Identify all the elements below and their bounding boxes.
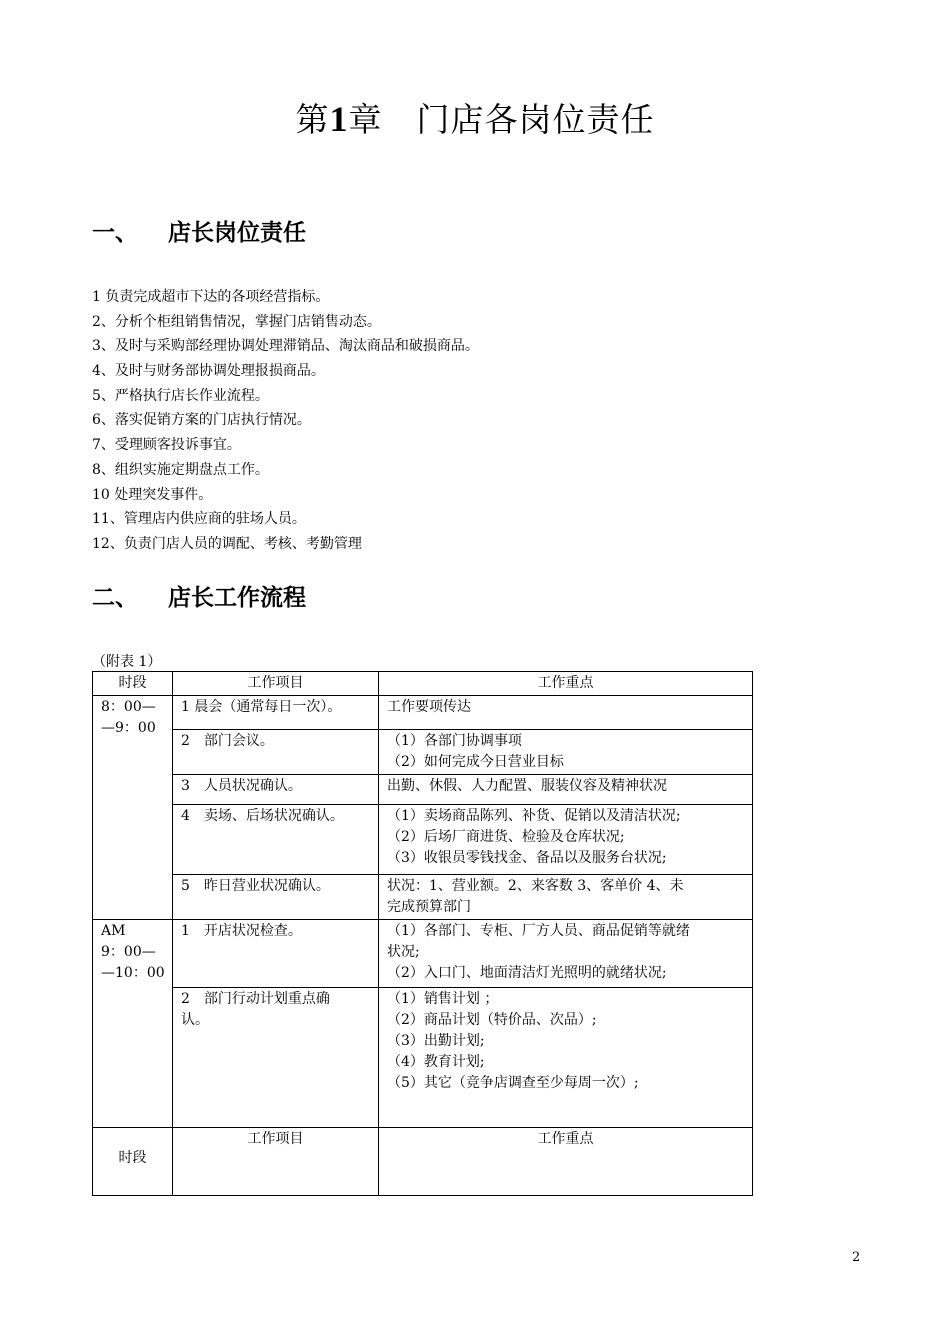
point-line: 完成预算部门 (387, 899, 471, 915)
table-row (93, 920, 753, 988)
points-cell (379, 875, 753, 920)
page-number: 2 (852, 1250, 861, 1265)
point-line: （2）商品计划（特价品、次品）; (387, 1012, 597, 1028)
section-heading-1: 一、 店长岗位责任 (92, 220, 306, 246)
table-caption: （附表 1） (92, 654, 162, 670)
point-line: （2）如何完成今日营业目标 (387, 754, 564, 770)
duty-list (92, 285, 479, 557)
table-row (93, 805, 753, 875)
table-row (93, 875, 753, 920)
period-cell (93, 696, 173, 920)
list-item: 5、严格执行店长作业流程。 (92, 387, 269, 404)
list-item: 10 处理突发事件。 (92, 486, 213, 503)
period-line: 8：00— (101, 699, 156, 715)
list-item: 7、受理顾客投诉事宜。 (92, 437, 241, 454)
item-cell: 1 开店状况检查。 (173, 920, 379, 988)
table-footer-row (93, 1128, 753, 1196)
footer-points: 工作重点 (379, 1128, 753, 1196)
point-line: （1）卖场商品陈列、补货、促销以及清洁状况; (387, 808, 681, 824)
item-cell: 3 人员状况确认。 (173, 775, 379, 805)
list-item: 3、及时与采购部经理协调处理滞销品、淘汰商品和破损商品。 (92, 338, 479, 355)
item-cell (173, 988, 379, 1128)
footer-item: 工作项目 (173, 1128, 379, 1196)
list-item: 12、负责门店人员的调配、考核、考勤管理 (92, 535, 362, 552)
point-line: （2）后场厂商进货、检验及仓库状况; (387, 829, 625, 845)
list-item: 1 负责完成超市下达的各项经营指标。 (92, 289, 330, 305)
table-row (93, 988, 753, 1128)
item-cell: 4 卖场、后场状况确认。 (173, 805, 379, 875)
points-cell (379, 805, 753, 875)
points-cell (379, 920, 753, 988)
point-line: （2）入口门、地面清洁灯光照明的就绪状况; (387, 965, 667, 981)
list-item: 2、分析个柜组销售情况，掌握门店销售动态。 (92, 313, 381, 330)
list-item: 6、落实促销方案的门店执行情况。 (92, 412, 311, 429)
table-row (93, 730, 753, 775)
table-row (93, 775, 753, 805)
item-cell: 2 部门会议。 (173, 730, 379, 775)
point-line: （1）各部门协调事项 (387, 733, 522, 749)
item-cell: 5 昨日营业状况确认。 (173, 875, 379, 920)
point-line: （1）各部门、专柜、厂方人员、商品促销等就绪 (387, 923, 690, 939)
period-line: —9：00 (101, 720, 156, 736)
header-points: 工作重点 (379, 672, 753, 696)
period-line: 9：00— (101, 944, 156, 960)
period-cell (93, 920, 173, 1128)
item-cell: 1 晨会（通常每日一次）。 (173, 696, 379, 730)
point-line: （4）教育计划; (387, 1054, 485, 1070)
table-row (93, 696, 753, 730)
footer-period: 时段 (93, 1128, 173, 1196)
point-line: 状况; (387, 944, 420, 960)
section-heading-2: 二、 店长工作流程 (92, 585, 306, 611)
point-line: 状况：1、营业额。2、来客数 3、客单价 4、未 (387, 878, 684, 894)
list-item: 11、管理店内供应商的驻场人员。 (92, 511, 306, 528)
period-line: AM (101, 923, 126, 939)
workflow-table (92, 671, 753, 1196)
points-cell: 出勤、休假、人力配置、服装仪容及精神状况 (379, 775, 753, 805)
item-line: 认。 (181, 1012, 209, 1028)
item-line: 2 部门行动计划重点确 (181, 991, 330, 1007)
points-cell (379, 988, 753, 1128)
point-line: （5）其它（竞争店调查至少每周一次）; (387, 1075, 639, 1091)
header-item: 工作项目 (173, 672, 379, 696)
list-item: 4、及时与财务部协调处理报损商品。 (92, 363, 325, 380)
points-cell (379, 730, 753, 775)
chapter-title: 第1章 门店各岗位责任 (295, 99, 655, 139)
table-header-row (93, 672, 753, 696)
point-line: （3）出勤计划; (387, 1033, 485, 1049)
point-line: （3）收银员零钱找金、备品以及服务台状况; (387, 850, 667, 866)
period-line: —10：00 (101, 965, 165, 981)
point-line: （1）销售计划 ； (387, 991, 499, 1007)
list-item: 8、组织实施定期盘点工作。 (92, 461, 269, 478)
points-cell: 工作要项传达 (379, 696, 753, 730)
header-period: 时段 (93, 672, 173, 696)
